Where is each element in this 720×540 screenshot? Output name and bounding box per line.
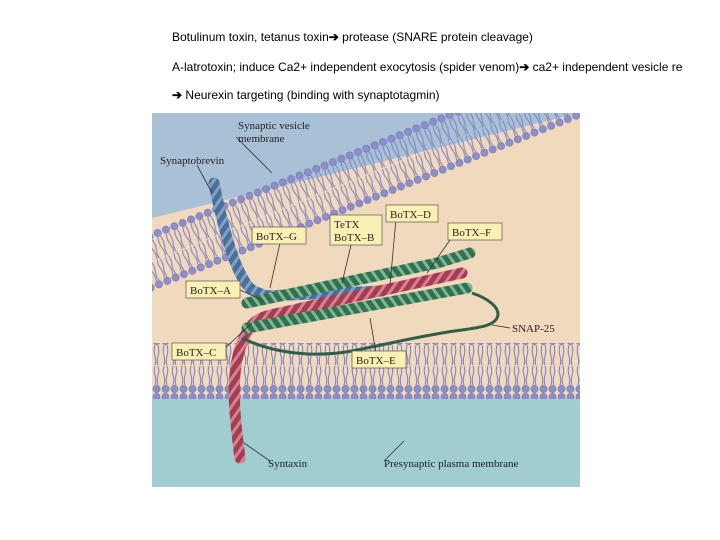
note-text: ca2+ independent vesicle re [529, 60, 683, 74]
label-botx-f: BoTX–F [452, 227, 492, 239]
label-botx-e: BoTX–E [356, 355, 396, 367]
label-botx-a: BoTX–A [190, 285, 231, 297]
label-synaptic-vesicle-membrane: membrane [238, 133, 285, 145]
label-synaptic-vesicle-membrane: Synaptic vesicle [238, 120, 310, 132]
label-tetx: TeTX [334, 219, 360, 231]
note-line-neurexin [172, 88, 440, 102]
note-line-botulinum [172, 30, 533, 44]
note-text: Neurexin targeting (binding with synaptotagmin) [182, 88, 440, 102]
snare-toxin-diagram [152, 113, 580, 487]
extracellular-space [152, 399, 580, 487]
label-botx-d-box [386, 205, 438, 222]
label-botx-b: BoTX–B [334, 232, 375, 244]
label-syntaxin: Syntaxin [268, 458, 308, 470]
label-presynaptic-plasma-membrane: Presynaptic plasma membrane [384, 458, 519, 470]
label-synaptobrevin: Synaptobrevin [160, 155, 225, 167]
note-text: protease (SNARE protein cleavage) [338, 30, 533, 44]
label-botx-c-box [172, 343, 226, 360]
note-text: A-latrotoxin; induce Ca2+ independent exocytosis (spider venom) [172, 60, 520, 74]
label-botx-d: BoTX–D [390, 209, 431, 221]
arrow-icon: ➔ [519, 60, 530, 74]
label-tetx-botx-b-box [330, 215, 382, 245]
label-snap25: SNAP-25 [512, 323, 555, 335]
label-botx-a-box [186, 281, 240, 298]
label-botx-g-box [252, 227, 306, 244]
note-line-latrotoxin [172, 60, 682, 74]
label-botx-g: BoTX–G [256, 231, 297, 243]
label-botx-e-box [352, 351, 406, 368]
arrow-icon: ➔ [328, 30, 339, 44]
label-botx-f-box [448, 223, 502, 240]
label-botx-c: BoTX–C [176, 347, 217, 359]
note-text: Botulinum toxin, tetanus toxin [172, 30, 329, 44]
arrow-icon: ➔ [172, 88, 183, 102]
